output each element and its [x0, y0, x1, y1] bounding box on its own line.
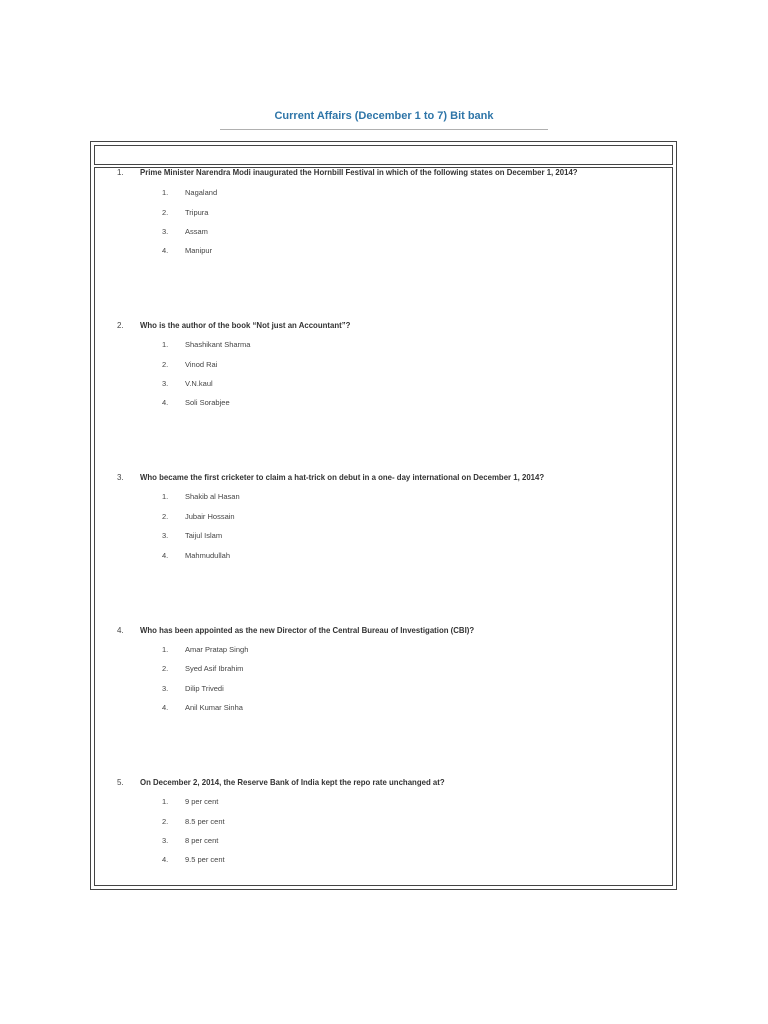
option-number: 1.	[162, 188, 169, 197]
option-number: 2.	[162, 512, 169, 521]
option-number: 4.	[162, 398, 169, 407]
option-number: 3.	[162, 379, 169, 388]
title-underline	[220, 129, 548, 130]
option-item	[95, 398, 395, 410]
option-number: 4.	[162, 855, 169, 864]
question-number: 3.	[117, 473, 124, 482]
option-text: Shashikant Sharma	[185, 340, 251, 349]
option-item	[95, 227, 395, 239]
option-text: Mahmudullah	[185, 551, 231, 560]
question-number: 5.	[117, 778, 124, 787]
option-number: 1.	[162, 645, 169, 654]
option-number: 2.	[162, 360, 169, 369]
question-text: Prime Minister Narendra Modi inaugurated the Hornbill Festival in which of the following states on December 1, 2014?	[140, 167, 578, 177]
option-text: 9.5 per cent	[185, 855, 225, 864]
option-item	[95, 340, 395, 352]
option-item	[95, 492, 395, 504]
question-text: Who is the author of the book “Not just an Accountant”?	[140, 320, 351, 330]
option-number: 2.	[162, 208, 169, 217]
option-number: 4.	[162, 551, 169, 560]
option-number: 1.	[162, 492, 169, 501]
option-text: Nagaland	[185, 188, 218, 197]
option-number: 3.	[162, 227, 169, 236]
option-item	[95, 703, 395, 715]
option-item	[95, 188, 395, 200]
question-number: 1.	[117, 168, 124, 177]
option-text: Anil Kumar Sinha	[185, 703, 243, 712]
option-item	[95, 855, 395, 867]
option-number: 3.	[162, 836, 169, 845]
page-title: Current Affairs (December 1 to 7) Bit bank	[274, 110, 494, 122]
option-text: Vinod Rai	[185, 360, 218, 369]
option-text: Tripura	[185, 208, 209, 217]
option-text: Manipur	[185, 246, 213, 255]
option-number: 2.	[162, 664, 169, 673]
option-number: 1.	[162, 797, 169, 806]
option-item	[95, 512, 395, 524]
option-number: 1.	[162, 340, 169, 349]
option-text: Syed Asif Ibrahim	[185, 664, 244, 673]
question-text: On December 2, 2014, the Reserve Bank of India kept the repo rate unchanged at?	[140, 777, 445, 787]
option-number: 4.	[162, 703, 169, 712]
option-item	[95, 645, 395, 657]
option-item	[95, 246, 395, 258]
option-text: Soli Sorabjee	[185, 398, 230, 407]
header-row	[94, 145, 673, 165]
option-item	[95, 551, 395, 563]
option-item	[95, 836, 395, 848]
option-item	[95, 817, 395, 829]
option-text: 8.5 per cent	[185, 817, 225, 826]
option-item	[95, 531, 395, 543]
option-text: Amar Pratap Singh	[185, 645, 249, 654]
option-item	[95, 208, 395, 220]
option-item	[95, 684, 395, 696]
option-text: 8 per cent	[185, 836, 219, 845]
option-text: Taijul Islam	[185, 531, 223, 540]
option-text: V.N.kaul	[185, 379, 213, 388]
question-number: 2.	[117, 321, 124, 330]
option-text: Shakib al Hasan	[185, 492, 240, 501]
question-text: Who has been appointed as the new Director of the Central Bureau of Investigation (CBI)?	[140, 625, 475, 635]
question-text: Who became the first cricketer to claim a hat-trick on debut in a one- day international on December 1, 2014?	[140, 472, 545, 482]
option-text: Dilip Trivedi	[185, 684, 224, 693]
option-item	[95, 360, 395, 372]
option-item	[95, 379, 395, 391]
question-number: 4.	[117, 626, 124, 635]
option-item	[95, 664, 395, 676]
option-number: 3.	[162, 531, 169, 540]
option-item	[95, 797, 395, 809]
option-text: Jubair Hossain	[185, 512, 235, 521]
option-number: 4.	[162, 246, 169, 255]
option-text: 9 per cent	[185, 797, 219, 806]
questions-container	[94, 167, 673, 886]
option-number: 3.	[162, 684, 169, 693]
quiz-frame	[90, 141, 677, 890]
option-text: Assam	[185, 227, 208, 236]
option-number: 2.	[162, 817, 169, 826]
